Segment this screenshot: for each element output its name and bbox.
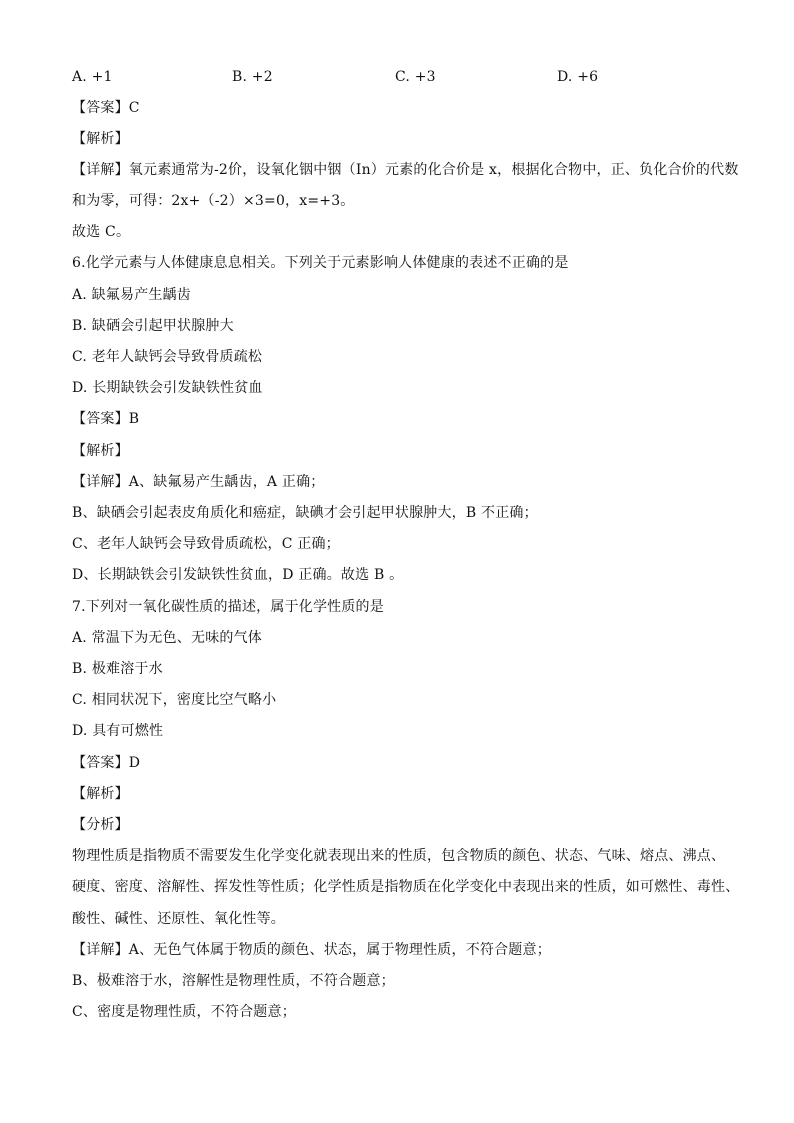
q7-analysis-label: 【解析】 bbox=[72, 786, 129, 802]
q5-option-a: A. +1 bbox=[72, 69, 113, 85]
q6-option-b: B. 缺硒会引起甲状腺肿大 bbox=[72, 318, 234, 334]
q7-analysis-text-2: 硬度、密度、溶解性、挥发性等性质；化学性质是指物质在化学变化中表现出来的性质，如可燃性、毒性、 bbox=[72, 879, 740, 895]
q5-answer: 【答案】C bbox=[72, 100, 140, 116]
q7-analysis-text-3: 酸性、碱性、还原性、氧化性等。 bbox=[72, 911, 285, 927]
q7-detail-b: B、极难溶于水，溶解性是物理性质，不符合题意； bbox=[72, 973, 395, 989]
q6-detail-c: C、老年人缺钙会导致骨质疏松，C 正确； bbox=[72, 536, 340, 552]
q5-options bbox=[72, 67, 738, 87]
q6-option-c: C. 老年人缺钙会导致骨质疏松 bbox=[72, 349, 263, 365]
q6-option-a: A. 缺氟易产生龋齿 bbox=[72, 287, 192, 303]
q5-conclusion: 故选 C。 bbox=[72, 224, 131, 240]
q6-detail-d: D、长期缺铁会引发缺铁性贫血，D 正确。故选 B 。 bbox=[72, 567, 404, 583]
q7-option-a: A. 常温下为无色、无味的气体 bbox=[72, 630, 263, 646]
q6-answer: 【答案】B bbox=[72, 411, 140, 427]
q7-option-c: C. 相同状况下，密度比空气略小 bbox=[72, 692, 277, 708]
q7-stem: 7.下列对一氧化碳性质的描述，属于化学性质的是 bbox=[72, 599, 384, 615]
q5-option-c: C. +3 bbox=[395, 69, 436, 85]
q5-detail-line-2: 和为零，可得：2x+（-2）×3=0，x=+3。 bbox=[72, 193, 355, 209]
q5-option-d: D. +6 bbox=[557, 69, 599, 85]
q7-detail-c: C、密度是物理性质，不符合题意； bbox=[72, 1004, 296, 1020]
q6-stem: 6.化学元素与人体健康息息相关。下列关于元素影响人体健康的表述不正确的是 bbox=[72, 255, 569, 271]
q5-analysis-label: 【解析】 bbox=[72, 131, 129, 147]
q5-detail-line-1: 【详解】氧元素通常为-2价，设氧化铟中铟（In）元素的化合价是 x，根据化合物中，正、负化合价的代数 bbox=[72, 162, 739, 178]
q6-detail-b: B、缺硒会引起表皮角质化和癌症，缺碘才会引起甲状腺肿大，B 不正确； bbox=[72, 505, 538, 521]
q5-option-b: B. +2 bbox=[232, 69, 273, 85]
q7-answer: 【答案】D bbox=[72, 755, 141, 771]
q6-analysis-label: 【解析】 bbox=[72, 443, 129, 459]
q6-detail-a: 【详解】A、缺氟易产生龋齿，A 正确； bbox=[72, 474, 325, 490]
q7-analysis-text-1: 物理性质是指物质不需要发生化学变化就表现出来的性质，包含物质的颜色、状态、气味、熔点、沸点、 bbox=[72, 848, 726, 864]
q6-option-d: D. 长期缺铁会引发缺铁性贫血 bbox=[72, 380, 263, 396]
q7-option-d: D. 具有可燃性 bbox=[72, 723, 164, 739]
q7-analysis-sub: 【分析】 bbox=[72, 817, 129, 833]
q7-detail-a: 【详解】A、无色气体属于物质的颜色、状态，属于物理性质，不符合题意； bbox=[72, 942, 551, 958]
q7-option-b: B. 极难溶于水 bbox=[72, 661, 163, 677]
